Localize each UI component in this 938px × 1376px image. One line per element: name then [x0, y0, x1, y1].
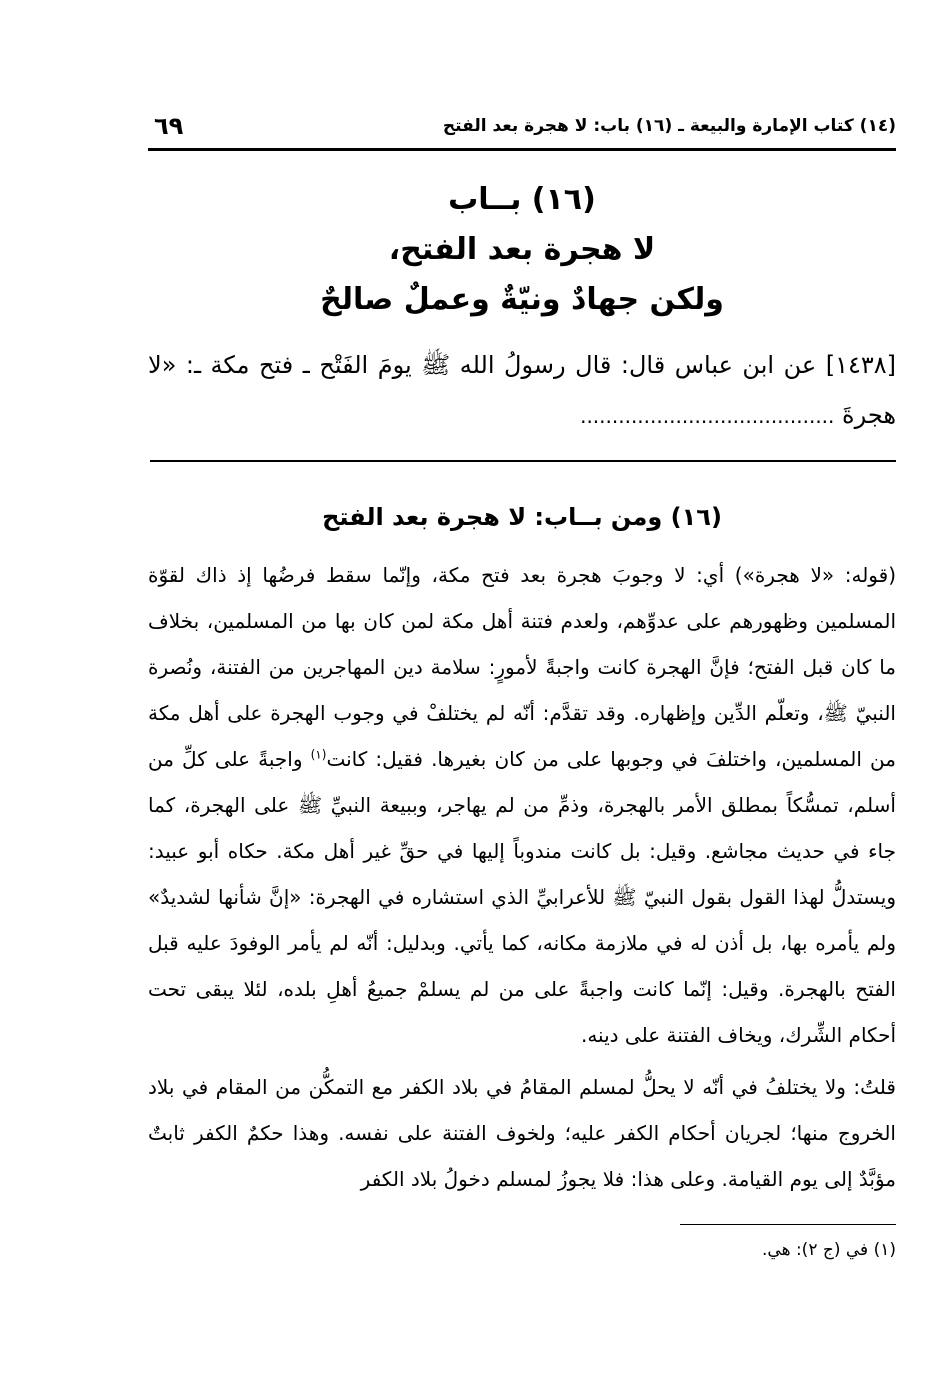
footnote-marker: (١) [310, 747, 327, 762]
hadith-text-block [148, 340, 896, 441]
chapter-title-line2: ولكن جهادٌ ونيّةٌ وعملٌ صالحٌ [320, 282, 724, 317]
running-header [148, 110, 896, 151]
omission-dots: ........................................ [580, 404, 835, 428]
section-divider [150, 460, 896, 462]
footnote-rule [680, 1224, 896, 1225]
paragraph-1-text-b: واجبةً على كلِّ من أسلم، تمسُّكاً بمطلق الأمر بالهجرة، وذمِّ من لم يهاجر، وببيعة النبيِّ ﷺ على الهجرة، كما جاء في حديث مجاشع. وقيل: بل كانت مندوباً إليها في حقِّ غير أهل مكة. حكاه أبو عبيد: ويستدلُّ لهذا القول بقول النبيّ ﷺ للأعرابيِّ الذي استشاره في الهجرة: «إنَّ شأنها لشديدٌ» ولم يأمره بها، بل أذن له في ملازمة مكانه، كما يأتي. وبدليل: أنّه لم يأمر الوفودَ عليه قبل الفتح بالهجرة. وقيل: إنّما كانت واجبةً على من لم يسلمْ جميعُ أهلِ بلده، لئلا يبقى تحت أحكام الشِّرك، ويخاف الفتنة على دينه. [148, 747, 896, 1047]
chapter-heading [148, 175, 896, 325]
commentary-body [148, 552, 896, 1202]
commentary-paragraph-2: قلتُ: ولا يختلفُ في أنّه لا يحلُّ لمسلم المقامُ في بلاد الكفر مع التمكُّن من المقام في بلاد الخروج منها؛ لجريان أحكام الكفر عليه؛ ولخوف الفتنة على نفسه. وهذا حكمٌ الكفر ثابتٌ مؤبَّدٌ إلى يوم القيامة. وعلى هذا: فلا يجوزُ لمسلم دخولُ بلاد الكفر [148, 1075, 896, 1191]
paragraph-1-text-a: (قوله: «لا هجرة») أي: لا وجوبَ هجرة بعد فتح مكة، وإنّما سقط فرضُها إذ ذاك لقوّة المسلمين وظهورهم على عدوِّهم، ولعدم فتنة أهل مكة لمن كان بها من المسلمين، بخلاف ما كان قبل الفتح؛ فإنَّ الهجرة كانت واجبةً لأمورٍ: سلامة دين المهاجرين من الفتنة، ونُصرة النبيّ ﷺ، وتعلّم الدِّين وإظهاره. وقد تقدَّم: أنّه لم يختلفْ في وجوب الهجرة على أهل مكة من المسلمين، واختلفَ في وجوبها على من كان بغيرها. فقيل: كانت [148, 563, 896, 771]
chapter-number: (١٦) بــاب [448, 182, 596, 217]
page-number: ٦٩ [154, 112, 184, 140]
hadith-text: [١٤٣٨] عن ابن عباس قال: قال رسولُ الله ﷺ يومَ الفَتْح ـ فتح مكة ـ: «لا هجرةَ [148, 351, 896, 429]
commentary-paragraph-1 [148, 552, 896, 1058]
running-title: (١٤) كتاب الإمارة والبيعة ـ (١٦) باب: لا هجرة بعد الفتح [442, 116, 896, 136]
chapter-title-line1: لا هجرة بعد الفتح، [388, 232, 656, 267]
footnote: (١) في (ج ٢): هي. [762, 1240, 896, 1260]
commentary-heading: (١٦) ومن بــاب: لا هجرة بعد الفتح [322, 503, 722, 531]
